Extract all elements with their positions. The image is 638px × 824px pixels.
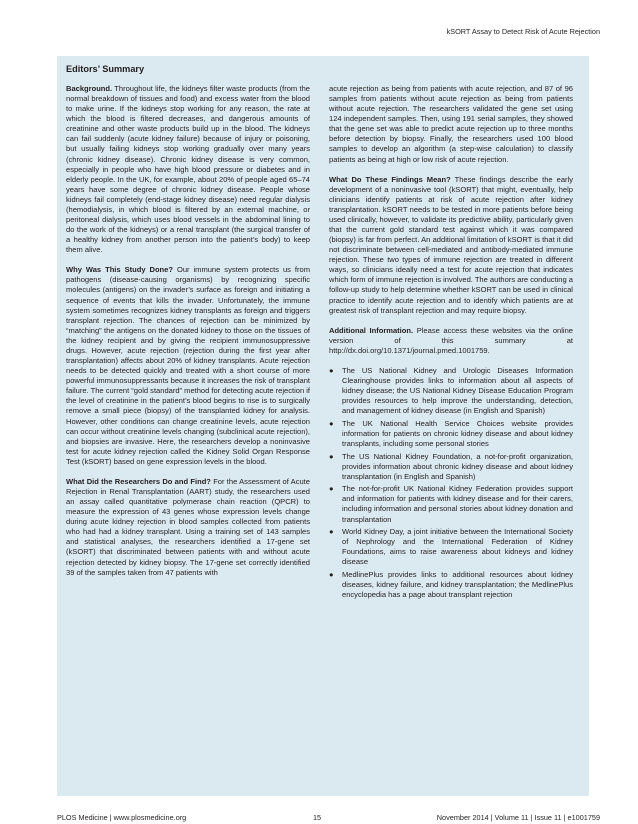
list-item [329,452,573,482]
right-column [329,84,573,603]
why-study-heading: Why Was This Study Done? [66,265,173,275]
bullet-icon: ● [329,527,334,537]
continuation-paragraph: acute rejection as being from patients with acute rejection, and 87 of 96 samples from patients without acute rejection as being from patients without acute rejection. The researchers validated the gene set using 124 independent samples. Then, using 191 serial samples, they showed that the gene set was able to predict acute rejection up to three months before detection by biopsy. Finally, the researchers used 100 blood samples to develop an algorithm (a step-wise calculation) to classify patients as being at high or low risk of acute rejection. [329,84,573,164]
background-heading: Background. [66,84,113,93]
why-study-paragraph [66,265,310,467]
editors-summary-title: Editors’ Summary [66,64,145,74]
findings-heading: What Do These Findings Mean? [329,174,451,184]
running-head: kSORT Assay to Detect Risk of Acute Rejection [446,27,600,36]
list-item-text: The US National Kidney and Urologic Diseases Information Clearinghouse provides links to information about all aspects of kidney disease; the US National Kidney Disease Education Program provides resources to help improve the understanding, detection, and management of kidney disease (in English and Spanish) [342,365,573,416]
why-study-text: Our immune system protects us from pathogens (disease-causing organisms) by recognizing specific molecules (antigens) on the invader’s surface as foreign and initiating a sequence of events that kills the invader. Unfortunately, the immune system sometimes recognizes kidney transplants as foreign and triggers transplant rejection. The chances of rejection can be minimized by “matching” the antigens on the donated kidney to those on the tissues of the kidney recipient and by giving the recipient immunosuppressive drugs. However, acute rejection (rejection during the first year after transplantation) affects about 20% of kidney transplants. Acute rejection needs to be detected quickly and treated with a short course of more powerful immunosuppressants because it increases the risk of transplant failure. The current “gold standard” method for detecting acute rejection if the level of creatinine in the patient’s blood begins to rise is to surgically remove a small piece (biopsy) of the transplanted kidney for analysis. However, other conditions can change creatinine levels, acute rejection can occur without creatinine levels changing (subclinical acute rejection), and biopsies are invasive. Here, the researchers develop a noninvasive test for acute kidney rejection called the Kidney Solid Organ Response Test (kSORT) based on gene expression levels in the blood. [66,265,311,466]
resource-list [329,366,573,600]
background-paragraph [66,84,310,255]
background-text: Throughout life, the kidneys filter waste products (from the normal breakdown of tissues and food) and excess water from the blood to make urine. If the kidneys stop working for any reason, the rate at which the blood is filtered decreases, and dangerous amounts of creatinine and other waste products build up in the blood. The kidneys can fail suddenly (acute kidney failure) because of injury or poisoning, but usually failing kidneys stop working gradually over many years (chronic kidney disease). Chronic kidney disease is very common, especially in people who have high blood pressure or diabetes and in elderly people. In the UK, for example, about 20% of people aged 65–74 years have some degree of chronic kidney disease. People whose kidneys fail completely (end-stage kidney disease) need regular dialysis (hemodialysis, in which blood is filtered by an external machine, or peritoneal dialysis, which uses blood vessels in the abdominal lining to do the work of the kidneys) or a renal transplant (the surgical transfer of a healthy kidney from another person into the patient’s body) to keep them alive. [66,84,310,255]
list-item-text: The UK National Health Service Choices website provides information for patients on chronic kidney disease and about kidney transplants, including some personal stories [342,418,573,448]
what-did-heading: What Did the Researchers Do and Find? [66,476,211,486]
list-item [329,570,573,600]
bullet-icon: ● [329,569,334,579]
list-item-text: The US National Kidney Foundation, a not-for-profit organization, provides information about chronic kidney disease and about kidney transplantation (in English and Spanish) [342,451,573,481]
list-item-text: World Kidney Day, a joint initiative between the International Society of Nephrology and the International Federation of Kidney Foundations, aims to raise awareness about kidneys and kidney disease [342,527,573,567]
footer-journal: PLOS Medicine | www.plosmedicine.org [57,813,187,822]
what-did-text: For the Assessment of Acute Rejection in Renal Transplantation (AART) study, the researchers used an assay called quantitative polymerase chain reaction (QPCR) to measure the expression of 43 genes whose expression levels change during acute kidney rejection in blood samples collected from patients who had had a kidney transplant. Using a training set of 143 samples and statistical analyses, the researchers identified a 17-gene set (kSORT) that discriminated between patients with and without acute rejection detected by kidney biopsy. The 17-gene set correctly identified 39 of the samples taken from 47 patients with [66,476,310,577]
bullet-icon: ● [329,365,334,375]
additional-info-paragraph [329,326,573,356]
bullet-icon: ● [329,484,334,494]
list-item [329,419,573,449]
left-column [66,84,310,588]
footer-page-number: 15 [313,813,322,822]
additional-info-text: Please access these websites via the online version of this summary at http://dx.doi.org/10.1371/journal.pmed.1001759. [329,325,573,355]
bullet-icon: ● [329,418,334,428]
additional-info-heading: Additional Information. [329,325,414,335]
list-item [329,366,573,416]
list-item [329,527,573,567]
what-did-paragraph [66,477,310,578]
list-item-text: The not-for-profit UK National Kidney Federation provides support and information for patients with kidney disease and for their carers, including information and personal stories about kidney donation and transplantation [342,484,573,524]
list-item [329,484,573,524]
findings-paragraph [329,175,573,316]
footer-issue: November 2014 | Volume 11 | Issue 11 | e1001759 [436,813,600,822]
list-item-text: MedlinePlus provides links to additional resources about kidney diseases, kidney failure, and kidney transplantation; the MedlinePlus encyclopedia has a page about transplant rejection [342,569,573,600]
bullet-icon: ● [329,451,334,461]
findings-text: These findings describe the early development of a noninvasive tool (kSORT) that might, eventually, help clinicians identify patients at risk of acute rejection after kidney transplantation. kSORT needs to be tested in more patients before being used clinically, however, to validate its predictive ability, particularly given that the current gold standard test against which it was compared (biopsy) is far from perfect. An additional limitation of kSORT is that it did not discriminate between cell-mediated and antibody-mediated immune rejection. These two types of immune rejection are treated in different ways, so clinicians ideally need a test for acute rejection that indicates which form of immune rejection is involved. The authors are conducting a follow-up study to help determine whether kSORT can be used in clinical practice to identify acute rejection and to identify which patients are at greatest risk of transplant rejection and may require biopsy. [329,174,574,315]
